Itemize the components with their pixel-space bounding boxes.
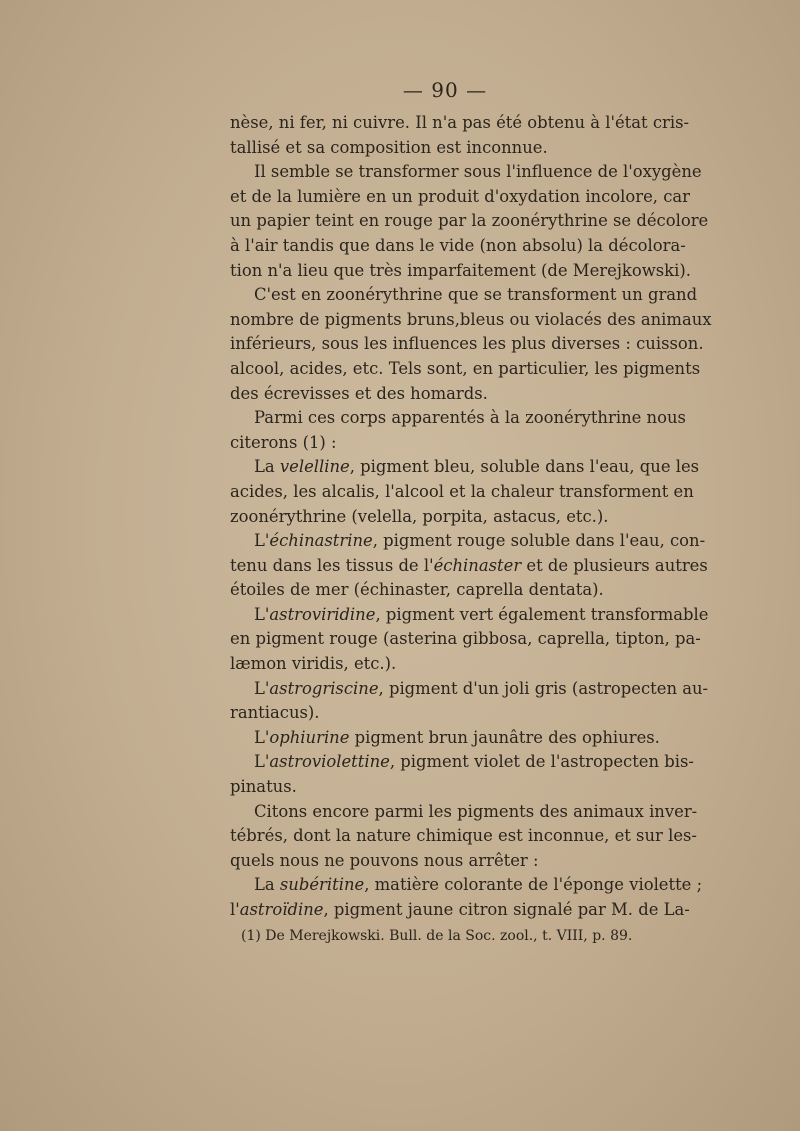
text-line xyxy=(230,677,709,702)
text-run: Parmi ces corps apparentés à la zoonérythrine nous xyxy=(254,408,686,428)
text-run: tion n'a lieu que très imparfaitement (de Merejkowski). xyxy=(230,260,691,280)
italic-term: subéritine xyxy=(279,875,365,895)
text-line xyxy=(230,357,701,382)
text-run: C'est en zoonérythrine que se transforment un grand xyxy=(254,285,698,305)
italic-term: velelline xyxy=(279,457,350,477)
text-run: , pigment vert également transformable xyxy=(375,604,709,624)
text-run: citerons (1) : xyxy=(230,432,337,452)
text-run: læmon viridis, etc.). xyxy=(230,654,397,674)
text-run: un papier teint en rouge par la zoonérythrine se décolore xyxy=(230,211,709,231)
text-run: Citons encore parmi les pigments des animaux inver- xyxy=(254,801,698,821)
text-line xyxy=(230,578,676,603)
text-line xyxy=(230,431,676,456)
text-run: quels nous ne pouvons nous arrêter : xyxy=(230,850,539,870)
text-run: des écrevisses et des homards. xyxy=(230,383,488,403)
text-line xyxy=(230,505,676,530)
text-line xyxy=(230,259,691,284)
text-run: en pigment rouge (asterina gibbosa, caprella, tipton, pa- xyxy=(230,629,701,649)
text-run: , pigment d'un joli gris (astropecten au- xyxy=(378,678,709,698)
text-run: , matière colorante de l'éponge violette ; xyxy=(364,875,703,895)
italic-term: astroviolettine xyxy=(269,752,390,772)
text-run: Il semble se transformer sous l'influence de l'oxygène xyxy=(254,162,702,182)
text-run: inférieurs, sous les influences les plus diverses : cuisson. xyxy=(230,334,704,354)
italic-term: échinastrine xyxy=(269,531,373,551)
italic-term: astrogriscine xyxy=(269,678,379,698)
text-line xyxy=(230,308,712,333)
text-run: acides, les alcalis, l'alcool et la chaleur transforment en xyxy=(230,481,694,501)
text-line xyxy=(230,627,701,652)
text-run: L' xyxy=(254,604,270,624)
italic-term: échinaster xyxy=(433,555,522,575)
text-run: L' xyxy=(254,727,270,747)
text-run: et de la lumière en un produit d'oxydation incolore, car xyxy=(230,186,691,206)
text-line xyxy=(230,332,704,357)
text-run: tenu dans les tissus de l' xyxy=(230,555,434,575)
text-line xyxy=(230,750,694,775)
text-run: rantiacus). xyxy=(230,703,320,723)
text-line xyxy=(230,603,709,628)
text-line xyxy=(230,160,702,185)
text-line xyxy=(230,800,698,825)
text-run: L' xyxy=(254,752,270,772)
text-run: nombre de pigments bruns,bleus ou violacés des animaux xyxy=(230,309,712,329)
text-run: à l'air tandis que dans le vide (non absolu) la décolora- xyxy=(230,235,686,255)
text-run: La xyxy=(254,457,280,477)
text-line xyxy=(230,775,676,800)
text-line xyxy=(230,455,700,480)
text-line xyxy=(230,652,676,677)
text-run: tébrés, dont la nature chimique est inconnue, et sur les- xyxy=(230,826,697,846)
body-text xyxy=(230,111,712,923)
text-line xyxy=(230,898,690,923)
text-line xyxy=(230,209,709,234)
text-run: et de plusieurs autres xyxy=(521,555,708,575)
text-line xyxy=(230,283,698,308)
italic-term: astroïdine xyxy=(239,900,324,919)
text-run: pinatus. xyxy=(230,777,297,797)
text-run: L' xyxy=(254,531,270,551)
text-run: zoonérythrine (velella, porpita, astacus, etc.). xyxy=(230,506,609,526)
text-line xyxy=(230,480,694,505)
text-line xyxy=(230,529,706,554)
italic-term: ophiurine xyxy=(269,727,350,747)
italic-term: astroviridine xyxy=(269,604,376,624)
text-run: L' xyxy=(254,678,270,698)
text-run: , pigment rouge soluble dans l'eau, con- xyxy=(372,531,706,551)
text-line xyxy=(230,111,690,136)
text-run: pigment brun jaunâtre des ophiures. xyxy=(349,727,660,747)
text-line xyxy=(230,726,676,751)
text-run: , pigment violet de l'astropecten bis- xyxy=(389,752,694,772)
text-line xyxy=(230,824,697,849)
text-line xyxy=(230,701,676,726)
text-line xyxy=(230,185,691,210)
text-line xyxy=(230,136,676,161)
text-line xyxy=(230,554,708,579)
text-run: , pigment jaune citron signalé par M. de La- xyxy=(323,900,690,919)
text-line xyxy=(230,234,686,259)
text-run: La xyxy=(254,875,280,895)
text-run: alcool, acides, etc. Tels sont, en particulier, les pigments xyxy=(230,358,701,378)
text-line xyxy=(230,849,676,874)
text-run: étoiles de mer (échinaster, caprella dentata). xyxy=(230,580,604,600)
footnote: (1) De Merejkowski. Bull. de la Soc. zool., t. VIII, p. 89. xyxy=(241,928,633,944)
text-run: , pigment bleu, soluble dans l'eau, que les xyxy=(349,457,700,477)
page-number: — 90 — xyxy=(402,78,488,102)
text-run: nèse, ni fer, ni cuivre. Il n'a pas été obtenu à l'état cris- xyxy=(230,113,690,132)
text-line xyxy=(230,406,686,431)
text-line xyxy=(230,382,676,407)
text-run: tallisé et sa composition est inconnue. xyxy=(230,137,548,157)
text-line xyxy=(230,873,703,898)
text-run: l' xyxy=(230,900,240,919)
